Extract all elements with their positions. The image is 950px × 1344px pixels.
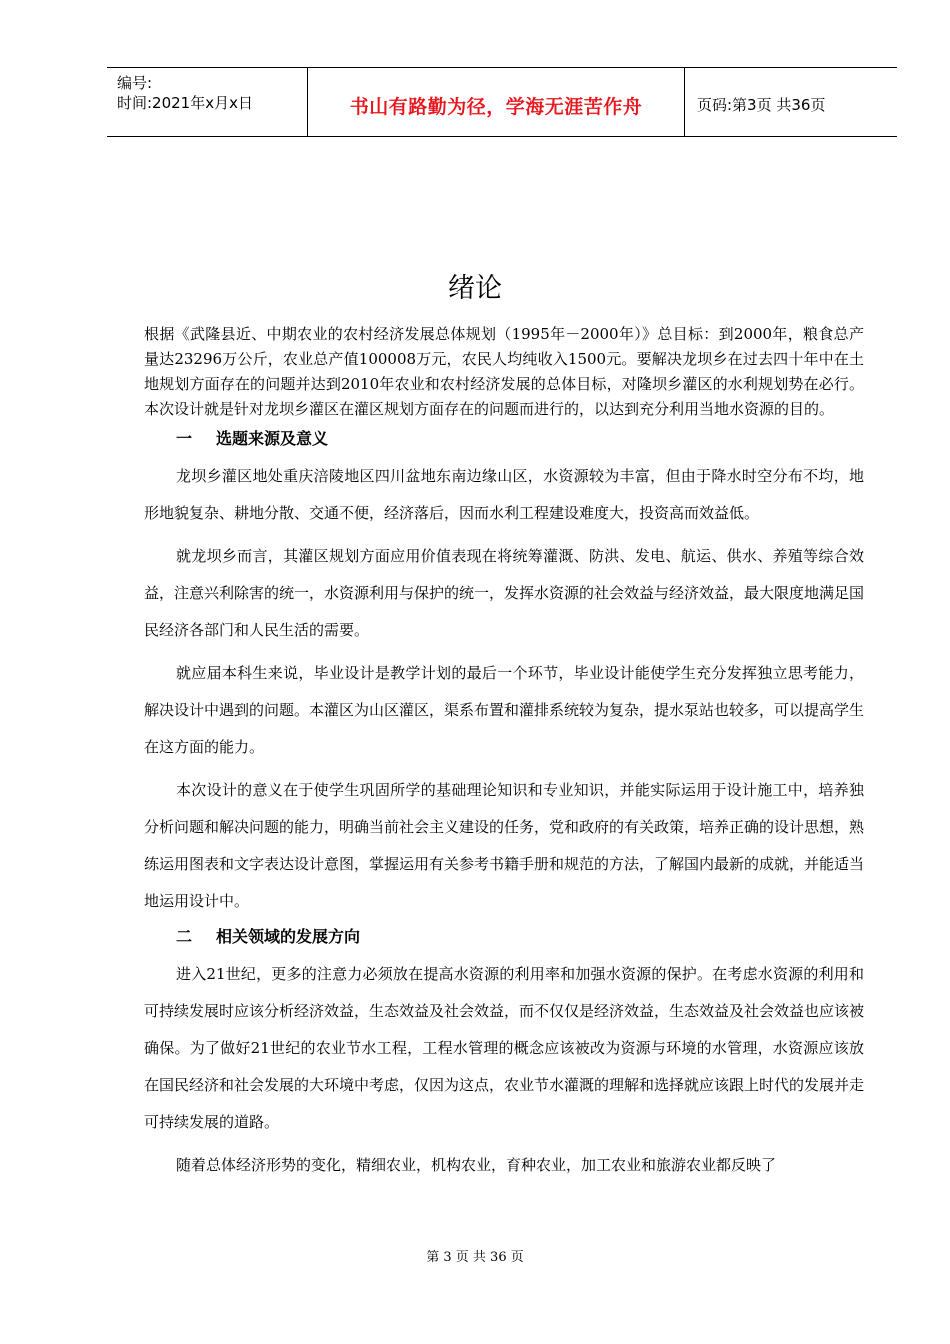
intro-paragraph: 根据《武隆县近、中期农业的农村经济发展总体规划（1995年－2000年）》总目标：到2000年，粮食总产量达23296万公斤，农业总产值100008万元，农民人均纯收入1500元。要解决龙坝乡在过去四十年中在土地规划方面存在的问题并达到2010年农业和农村经济发展的总体目标，对隆坝乡灌区的水利规划势在必行。本次设计就是针对龙坝乡灌区在灌区规划方面存在的问题而进行的，以达到充分利用当地水资源的目的。 bbox=[144, 325, 864, 418]
page-title: 绪论 bbox=[448, 273, 502, 304]
body-paragraph: 本次设计的意义在于使学生巩固所学的基础理论知识和专业知识，并能实际运用于设计施工中，培养独分析问题和解决问题的能力，明确当前社会主义建设的任务，党和政府的有关政策，培养正确的设计思想，熟练运用图表和文字表达设计意图，掌握运用有关参考书籍手册和规范的方法，了解国内最新的成就，并能适当地运用设计中。 bbox=[144, 781, 865, 910]
header-table bbox=[107, 67, 897, 137]
document-body bbox=[144, 322, 864, 1184]
body-paragraph: 就龙坝乡而言，其灌区规划方面应用价值表现在将统筹灌溉、防洪、发电、航运、供水、养殖等综合效益，注意兴利除害的统一，水资源利用与保护的统一，发挥水资源的社会效益与经济效益，最大限度地满足国民经济各部门和人民生活的需要。 bbox=[144, 547, 865, 639]
body-paragraph: 随着总体经济形势的变化，精细农业，机构农业，育种农业，加工农业和旅游农业都反映了 bbox=[176, 1156, 777, 1174]
motto-text: 书山有路勤为径，学海无涯苦作舟 bbox=[349, 96, 643, 118]
page-code-label: 页码:第3页 共36页 bbox=[697, 96, 826, 114]
header-page-cell bbox=[685, 68, 897, 136]
section-title: 选题来源及意义 bbox=[216, 429, 329, 448]
section-heading-1 bbox=[176, 426, 864, 452]
page-footer: 第 3 页 共 36 页 bbox=[426, 1250, 524, 1265]
body-paragraph: 就应届本科生来说，毕业设计是教学计划的最后一个环节，毕业设计能使学生充分发挥独立思考能力，解决设计中遇到的问题。本灌区为山区灌区，渠系布置和灌排系统较为复杂，提水泵站也较多，可以提高学生在这方面的能力。 bbox=[144, 664, 865, 756]
body-paragraph: 进入21世纪，更多的注意力必须放在提高水资源的利用率和加强水资源的保护。在考虑水资源的利用和可持续发展时应该分析经济效益，生态效益及社会效益，而不仅仅是经济效益，生态效益及社会效益也应该被确保。为了做好21世纪的农业节水工程，工程水管理的概念应该被改为资源与环境的水管理，水资源应该放在国民经济和社会发展的大环境中考虑，仅因为这点，农业节水灌溉的理解和选择就应该跟上时代的发展并走可持续发展的道路。 bbox=[144, 965, 865, 1131]
document-date-label: 时间:2021年x月x日 bbox=[117, 94, 253, 112]
section-title: 相关领域的发展方向 bbox=[216, 927, 361, 946]
section-number: 二 bbox=[176, 927, 193, 946]
body-paragraph: 龙坝乡灌区地处重庆涪陵地区四川盆地东南边缘山区，水资源较为丰富，但由于降水时空分布不均，地形地貌复杂、耕地分散、交通不便，经济落后，因而水利工程建设难度大，投资高而效益低。 bbox=[144, 467, 864, 522]
section-number: 一 bbox=[176, 429, 193, 448]
header-info-cell bbox=[107, 68, 308, 136]
document-number-label: 编号: bbox=[117, 74, 153, 92]
section-heading-2 bbox=[176, 924, 864, 950]
header-motto-cell bbox=[308, 68, 685, 136]
